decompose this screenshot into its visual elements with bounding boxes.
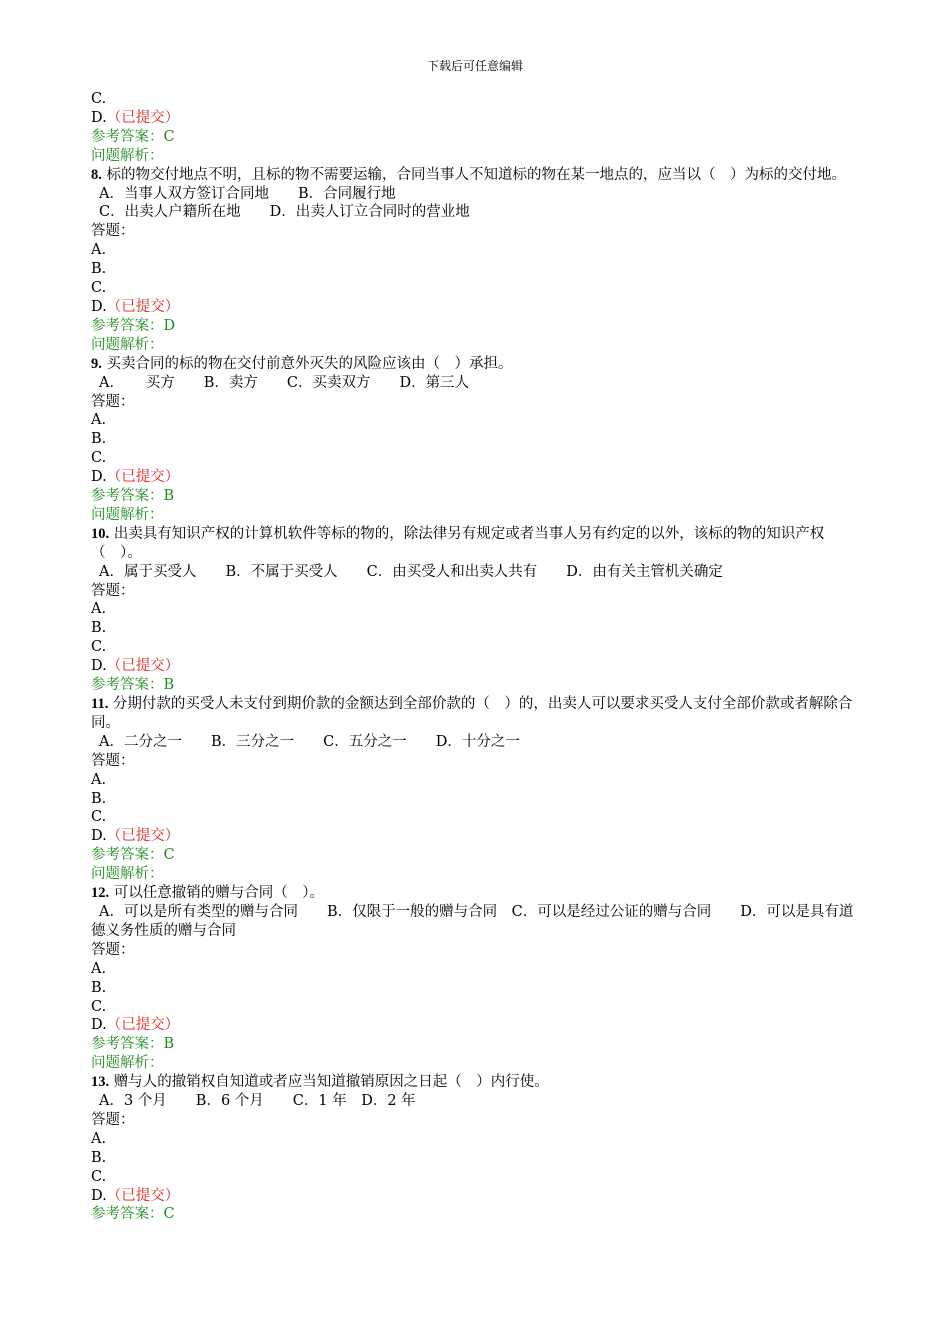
question-stem: 可以任意撤销的赠与合同（ ）。	[109, 885, 324, 902]
answer-line	[91, 393, 861, 412]
answer-line	[91, 90, 861, 109]
question-text	[91, 1073, 861, 1092]
options-text: C．出卖人户籍所在地 D．出卖人订立合同时的营业地	[99, 204, 470, 221]
question-stem: 分期付款的买受人未支付到期价款的金额达到全部价款的（ ）的，出卖人可以要求买受人支付全部价款或者解除合同。	[91, 696, 853, 731]
answer-line	[91, 1016, 861, 1035]
question-number: 13.	[91, 1074, 110, 1091]
reference-line	[91, 1054, 861, 1073]
answer-choice: D.	[91, 828, 107, 845]
answer-choice: C.	[91, 280, 107, 297]
options-text: A． 买方 B．卖方 C．买卖双方 D．第三人	[99, 374, 470, 391]
submitted-badge: （已提交）	[106, 658, 180, 675]
question-number: 12.	[91, 885, 110, 902]
answer-line	[91, 808, 861, 827]
answer-line	[91, 430, 861, 449]
answer-choice: C.	[91, 809, 107, 826]
reference-answer: 参考答案：B	[91, 677, 175, 694]
question-number: 9.	[91, 355, 102, 372]
question-number: 8.	[91, 166, 102, 183]
submitted-badge: （已提交）	[106, 828, 180, 845]
reference-line	[91, 506, 861, 525]
reference-line	[91, 1205, 861, 1224]
answer-line	[91, 771, 861, 790]
options-text: A．3 个月 B．6 个月 C．1 年 D．2 年	[99, 1093, 416, 1110]
answer-line	[91, 279, 861, 298]
reference-answer: 参考答案：B	[91, 1036, 175, 1053]
answer-line	[91, 582, 861, 601]
answer-choice: 答题：	[91, 582, 135, 599]
answer-line	[91, 827, 861, 846]
answer-choice: 答题：	[91, 752, 135, 769]
reference-answer: 参考答案：C	[91, 847, 175, 864]
reference-line	[91, 1035, 861, 1054]
answer-line	[91, 998, 861, 1017]
answer-line	[91, 752, 861, 771]
answer-choice: A.	[91, 1130, 107, 1147]
answer-options	[91, 185, 861, 204]
answer-options	[91, 903, 861, 941]
answer-line	[91, 109, 861, 128]
reference-answer: 参考答案：C	[91, 128, 175, 145]
answer-line	[91, 657, 861, 676]
reference-line	[91, 846, 861, 865]
reference-answer: 参考答案：D	[91, 317, 176, 334]
page-header: 下载后可任意编辑	[426, 59, 523, 73]
answer-options	[91, 203, 861, 222]
reference-answer: 问题解析：	[91, 147, 164, 164]
answer-options	[91, 733, 861, 752]
answer-choice: B.	[91, 431, 107, 448]
answer-choice: C.	[91, 1168, 107, 1185]
answer-choice: 答题：	[91, 393, 135, 410]
reference-line	[91, 128, 861, 147]
answer-line	[91, 298, 861, 317]
question-text	[91, 166, 861, 185]
reference-line	[91, 487, 861, 506]
answer-line	[91, 468, 861, 487]
question-text	[91, 355, 861, 374]
submitted-badge: （已提交）	[106, 1017, 180, 1034]
submitted-badge: （已提交）	[106, 298, 180, 315]
answer-line	[91, 600, 861, 619]
answer-line	[91, 260, 861, 279]
document-body	[91, 90, 861, 1224]
answer-choice: B.	[91, 261, 107, 278]
answer-choice: A.	[91, 960, 107, 977]
answer-line	[91, 1130, 861, 1149]
options-text: A．属于买受人 B．不属于买受人 C．由买受人和出卖人共有 D．由有关主管机关确定	[99, 563, 723, 580]
answer-line	[91, 241, 861, 260]
question-stem: 出卖具有知识产权的计算机软件等标的物的，除法律另有规定或者当事人另有约定的以外，该标的物的知识产权（ ）。	[91, 525, 825, 561]
answer-line	[91, 1149, 861, 1168]
answer-choice: A.	[91, 771, 107, 788]
question-stem: 标的物交付地点不明，且标的物不需要运输，合同当事人不知道标的物在某一地点的，应当以（ ）为标的交付地。	[101, 166, 846, 183]
answer-choice: D.	[91, 109, 107, 126]
answer-choice: 答题：	[91, 941, 135, 958]
answer-choice: A.	[91, 601, 107, 618]
reference-answer: 问题解析：	[91, 506, 164, 523]
options-text: A．当事人双方签订合同地 B．合同履行地	[99, 185, 396, 202]
answer-choice: D.	[91, 1187, 107, 1204]
reference-line	[91, 336, 861, 355]
answer-line	[91, 941, 861, 960]
question-stem: 买卖合同的标的物在交付前意外灭失的风险应该由（ ）承担。	[101, 355, 513, 372]
answer-choice: 答题：	[91, 223, 135, 240]
answer-choice: A.	[91, 412, 107, 429]
answer-line	[91, 1168, 861, 1187]
reference-answer: 参考答案：C	[91, 1206, 175, 1223]
answer-line	[91, 790, 861, 809]
question-number: 10.	[91, 525, 110, 542]
answer-line	[91, 222, 861, 241]
question-text	[91, 884, 861, 903]
question-number: 11.	[91, 696, 109, 712]
reference-line	[91, 865, 861, 884]
answer-line	[91, 960, 861, 979]
answer-choice: 答题：	[91, 1111, 135, 1128]
answer-line	[91, 638, 861, 657]
reference-answer: 参考答案：B	[91, 488, 175, 505]
answer-choice: B.	[91, 620, 107, 637]
reference-answer: 问题解析：	[91, 1055, 164, 1072]
answer-choice: C.	[91, 998, 107, 1015]
answer-line	[91, 619, 861, 638]
answer-options	[91, 563, 861, 582]
answer-choice: D.	[91, 469, 107, 486]
answer-options	[91, 1092, 861, 1111]
submitted-badge: （已提交）	[106, 469, 180, 486]
answer-choice: C.	[91, 91, 107, 107]
reference-line	[91, 676, 861, 695]
options-text: A．二分之一 B．三分之一 C．五分之一 D．十分之一	[99, 733, 520, 750]
answer-choice: B.	[91, 790, 107, 807]
answer-choice: B.	[91, 979, 107, 996]
answer-choice: B.	[91, 1149, 107, 1166]
reference-line	[91, 317, 861, 336]
answer-choice: D.	[91, 1017, 107, 1034]
answer-line	[91, 1187, 861, 1206]
answer-line	[91, 449, 861, 468]
answer-line	[91, 1111, 861, 1130]
submitted-badge: （已提交）	[106, 1187, 180, 1204]
answer-line	[91, 979, 861, 998]
answer-line	[91, 411, 861, 430]
reference-line	[91, 147, 861, 166]
question-text	[91, 525, 861, 563]
answer-choice: D.	[91, 298, 107, 315]
question-text	[91, 695, 861, 733]
answer-choice: A.	[91, 242, 107, 259]
reference-answer: 问题解析：	[91, 866, 164, 883]
reference-answer: 问题解析：	[91, 336, 164, 353]
submitted-badge: （已提交）	[106, 109, 180, 126]
answer-choice: C.	[91, 450, 107, 467]
answer-choice: C.	[91, 639, 107, 656]
answer-choice: D.	[91, 658, 107, 675]
options-text: A．可以是所有类型的赠与合同 B．仅限于一般的赠与合同 C．可以是经过公证的赠与合同 D．可以是具有道德义务性质的赠与合同	[91, 903, 854, 939]
answer-options	[91, 374, 861, 393]
question-stem: 赠与人的撤销权自知道或者应当知道撤销原因之日起（ ）内行使。	[109, 1074, 549, 1091]
